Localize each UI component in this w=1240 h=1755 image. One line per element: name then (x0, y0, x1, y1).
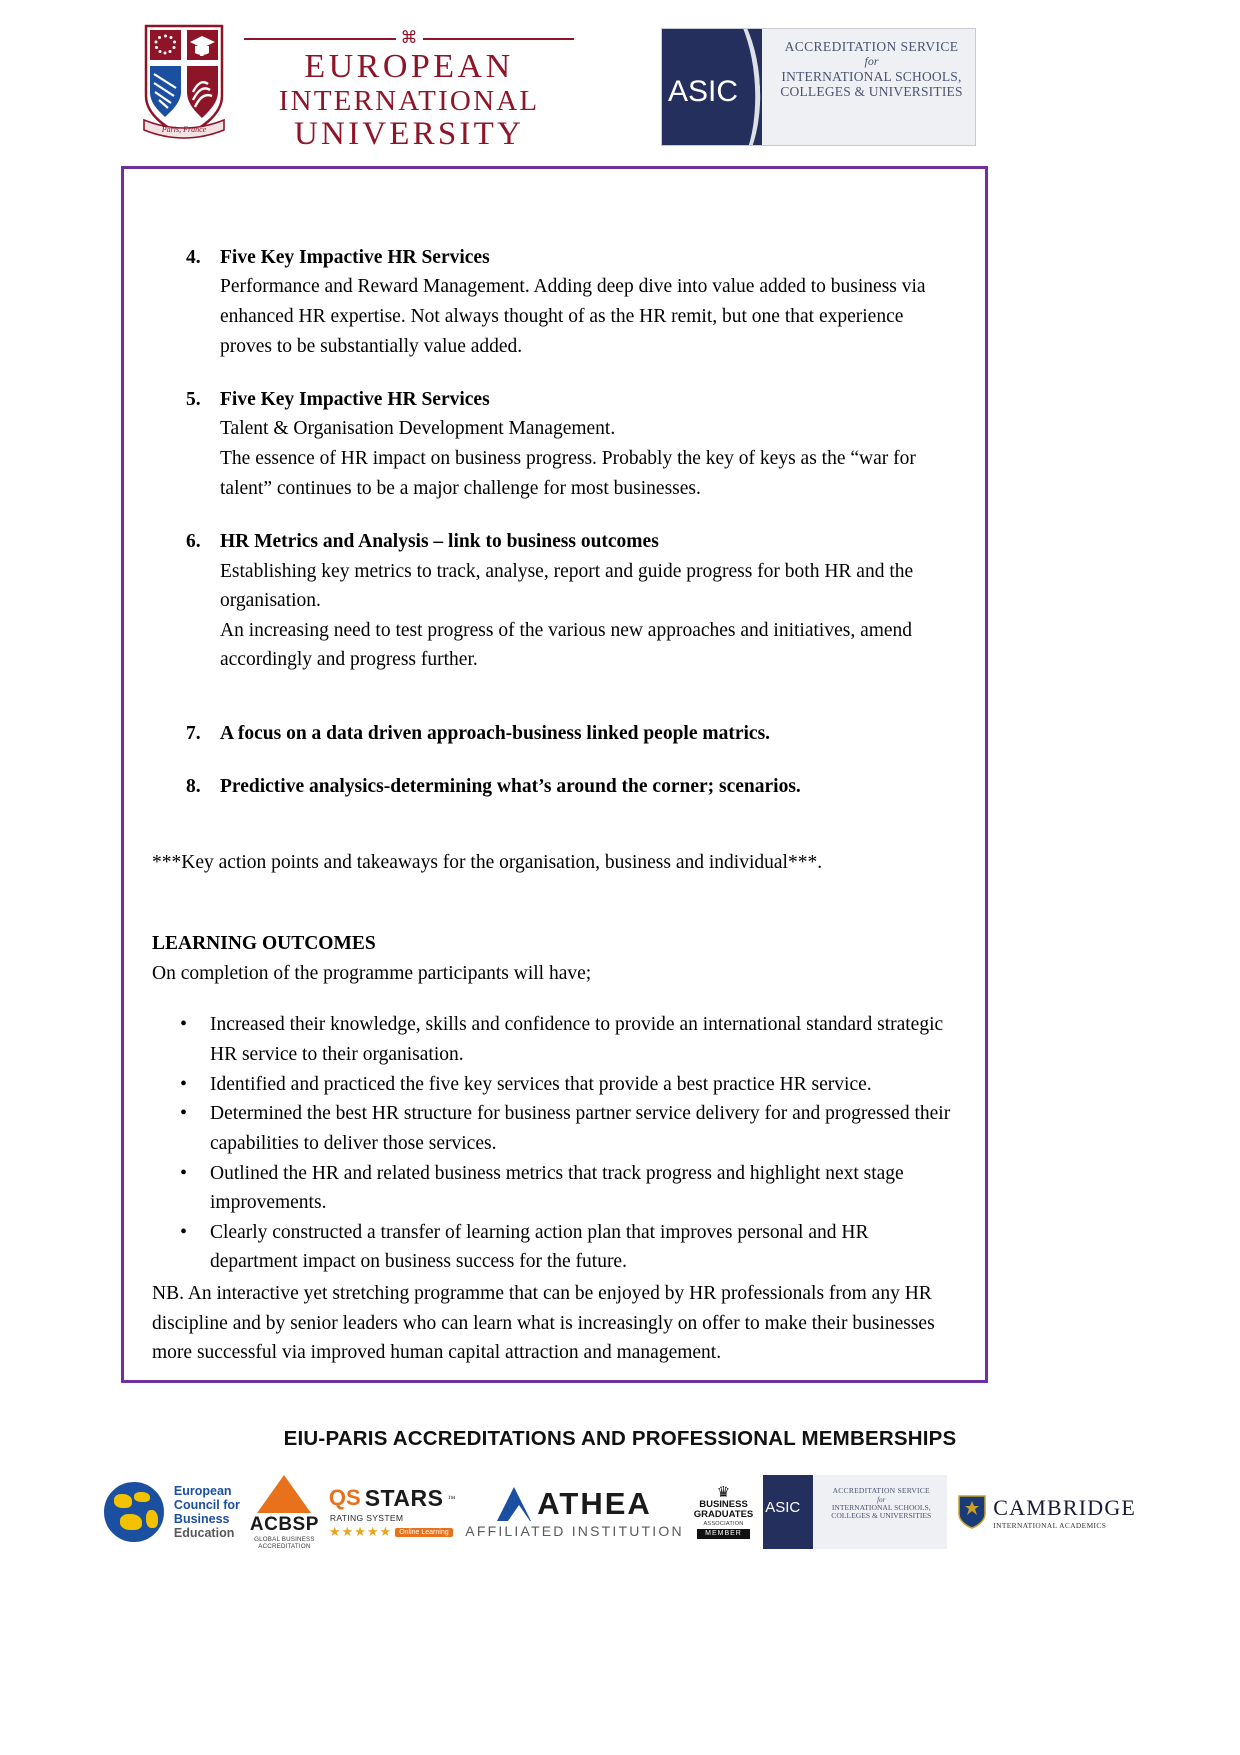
list-item-body (220, 414, 953, 503)
learning-outcomes-note: NB. An interactive yet stretching programme that can be enjoyed by HR professionals from any HR discipline and by senior leaders who can learn what is increasingly on offer to make their businesses more successful via improved human capital attraction and management. (152, 1283, 935, 1364)
wordmark-rule (244, 30, 574, 47)
trademark-icon: ™ (447, 1493, 456, 1503)
ecbe-wordmark (174, 1484, 240, 1540)
list-item (152, 719, 953, 748)
asic-accreditation-logo (661, 28, 976, 146)
star-icons: ★★★★★ (328, 1524, 393, 1540)
paragraph: Performance and Reward Management. Adding deep dive into value added to business via enhanced HR expertise. Not always thought of as the HR remit, but one that experience proves to be substantially value added. (220, 276, 926, 357)
university-name-line-1: EUROPEAN (304, 48, 514, 85)
list-item: • Outlined the HR and related business metrics that track progress and highlight next stage improvements. (152, 1159, 953, 1218)
asic-footer-line-3: INTERNATIONAL SCHOOLS, (831, 1502, 931, 1512)
list-item-title: Predictive analysics-determining what’s around the corner; scenarios. (220, 776, 801, 798)
qs-online-learning-badge: Online Learning (395, 1528, 452, 1537)
asic-line-4: COLLEGES & UNIVERSITIES (780, 84, 963, 100)
learning-outcomes-heading: LEARNING OUTCOMES (152, 933, 376, 955)
list-item: • Clearly constructed a transfer of learning action plan that improves personal and HR department impact on business success for the future. (152, 1218, 953, 1277)
athea-a-icon (497, 1487, 531, 1521)
page-footer (0, 1415, 1240, 1555)
acbsp-logo (250, 1475, 319, 1549)
crown-icon: ♛ (716, 1483, 731, 1502)
university-name-line-2: INTERNATIONAL (278, 84, 540, 117)
asic-emblem-icon (763, 1475, 813, 1549)
business-graduates-association-logo (694, 1475, 753, 1549)
bga-line-3: ASSOCIATION (703, 1520, 744, 1527)
cambridge-sub: INTERNATIONAL ACADEMICS (993, 1520, 1107, 1530)
fleuron-icon: ⌘ (400, 28, 418, 48)
learning-outcomes-list (152, 1010, 953, 1277)
list-item: • Identified and practiced the five key services that provide a best practice HR service. (152, 1070, 953, 1100)
learning-outcomes-intro: On completion of the programme participants will have; (152, 962, 592, 984)
acbsp-triangle-icon (257, 1475, 311, 1513)
qs-stars-row (329, 1525, 453, 1540)
list-item-number: 7. (186, 723, 201, 744)
list-item-title: A focus on a data driven approach-business linked people matrics. (220, 723, 771, 744)
list-item (152, 772, 953, 801)
qs-mark: QS (328, 1485, 361, 1510)
acbsp-sub-1: GLOBAL BUSINESS (254, 1535, 315, 1543)
list-item (152, 243, 953, 361)
numbered-agenda-list (152, 243, 953, 802)
content-border-box (121, 166, 988, 1383)
qs-stars-logo (329, 1475, 455, 1549)
university-wordmark (244, 22, 574, 153)
footer-title: EIU-PARIS ACCREDITATIONS AND PROFESSIONAL MEMBERSHIPS (283, 1427, 957, 1450)
footer-logo-strip (0, 1469, 1240, 1555)
qs-rating-system-label: RATING SYSTEM (329, 1512, 404, 1523)
bga-member-badge: MEMBER (697, 1529, 750, 1539)
list-item-body (220, 557, 953, 676)
asic-footer-wordmark (813, 1475, 947, 1549)
ecbe-line-1: European (173, 1484, 232, 1498)
asic-wordmark (762, 29, 975, 145)
list-item: • Increased their knowledge, skills and confidence to provide an international standard strategic HR service to their organisation. (152, 1010, 953, 1069)
cambridge-name: CAMBRIDGE (993, 1494, 1137, 1520)
athea-name: ATHEA (537, 1485, 652, 1521)
page-header (0, 0, 1240, 160)
globe-icon (104, 1482, 164, 1542)
paragraph: Talent & Organisation Development Management. (220, 418, 616, 440)
list-item-body (220, 272, 953, 361)
list-item-number: 5. (186, 389, 201, 411)
asic-footer-line-2: for (877, 1495, 886, 1504)
cambridge-shield-icon (957, 1494, 987, 1530)
list-item-number: 6. (186, 531, 201, 553)
ecbe-line-3: Business (173, 1512, 230, 1526)
athea-title-row (497, 1486, 651, 1522)
bga-line-2: GRADUATES (693, 1509, 754, 1520)
ecbe-line-4: Education (173, 1526, 235, 1540)
ecbe-logo (104, 1475, 240, 1549)
asic-line-3: INTERNATIONAL SCHOOLS, (781, 68, 962, 84)
svg-text:Paris, France: Paris, France (161, 125, 207, 134)
cambridge-wordmark (993, 1495, 1136, 1530)
list-item-number: 8. (186, 776, 201, 798)
list-item-title: HR Metrics and Analysis – link to business outcomes (220, 531, 659, 553)
key-action-note: ***Key action points and takeaways for the organisation, business and individual***. (152, 851, 823, 873)
ecbe-line-2: Council for (173, 1498, 240, 1512)
asic-line-2: for (864, 53, 879, 68)
paragraph: Establishing key metrics to track, analyse, report and guide progress for both HR and the organisation. (220, 560, 914, 612)
list-item (152, 527, 953, 675)
acbsp-name: ACBSP (249, 1513, 319, 1535)
asic-footer-line-4: COLLEGES & UNIVERSITIES (831, 1511, 932, 1521)
bga-line-1: BUSINESS (699, 1499, 748, 1511)
asic-footer-line-1: ACCREDITATION SERVICE (832, 1486, 930, 1495)
paragraph: An increasing need to test progress of the various new approaches and initiatives, amend accordingly and progress further. (220, 619, 913, 671)
document-body (124, 169, 985, 1368)
list-item-number: 4. (186, 247, 201, 268)
acbsp-sub-2: ACCREDITATION (258, 1542, 311, 1550)
university-crest-icon (138, 22, 230, 140)
asic-abbreviation: ASIC (668, 75, 739, 108)
paragraph: The essence of HR impact on business progress. Probably the key of keys as the “war for talent” continues to be a major challenge for most businesses. (220, 448, 916, 499)
asic-line-1: ACCREDITATION SERVICE (784, 39, 959, 54)
qs-stars-title-row (329, 1485, 455, 1512)
asic-abbreviation: ASIC (765, 1499, 801, 1516)
list-item (152, 385, 953, 503)
athea-sub: AFFILIATED INSTITUTION (465, 1522, 684, 1539)
asic-emblem-icon (662, 29, 762, 145)
university-name-line-3: UNIVERSITY (294, 116, 524, 153)
list-item-title: Five Key Impactive HR Services (220, 389, 490, 411)
list-item: • Determined the best HR structure for business partner service delivery for and progressed their capabilities to deliver those services. (152, 1099, 953, 1158)
athea-logo (465, 1475, 683, 1549)
list-item-title: Five Key Impactive HR Services (220, 247, 490, 268)
qs-stars-word: STARS (364, 1484, 444, 1511)
cambridge-international-academics-logo (957, 1475, 1136, 1549)
european-international-university-logo (138, 22, 574, 153)
asic-footer-logo (763, 1475, 947, 1549)
